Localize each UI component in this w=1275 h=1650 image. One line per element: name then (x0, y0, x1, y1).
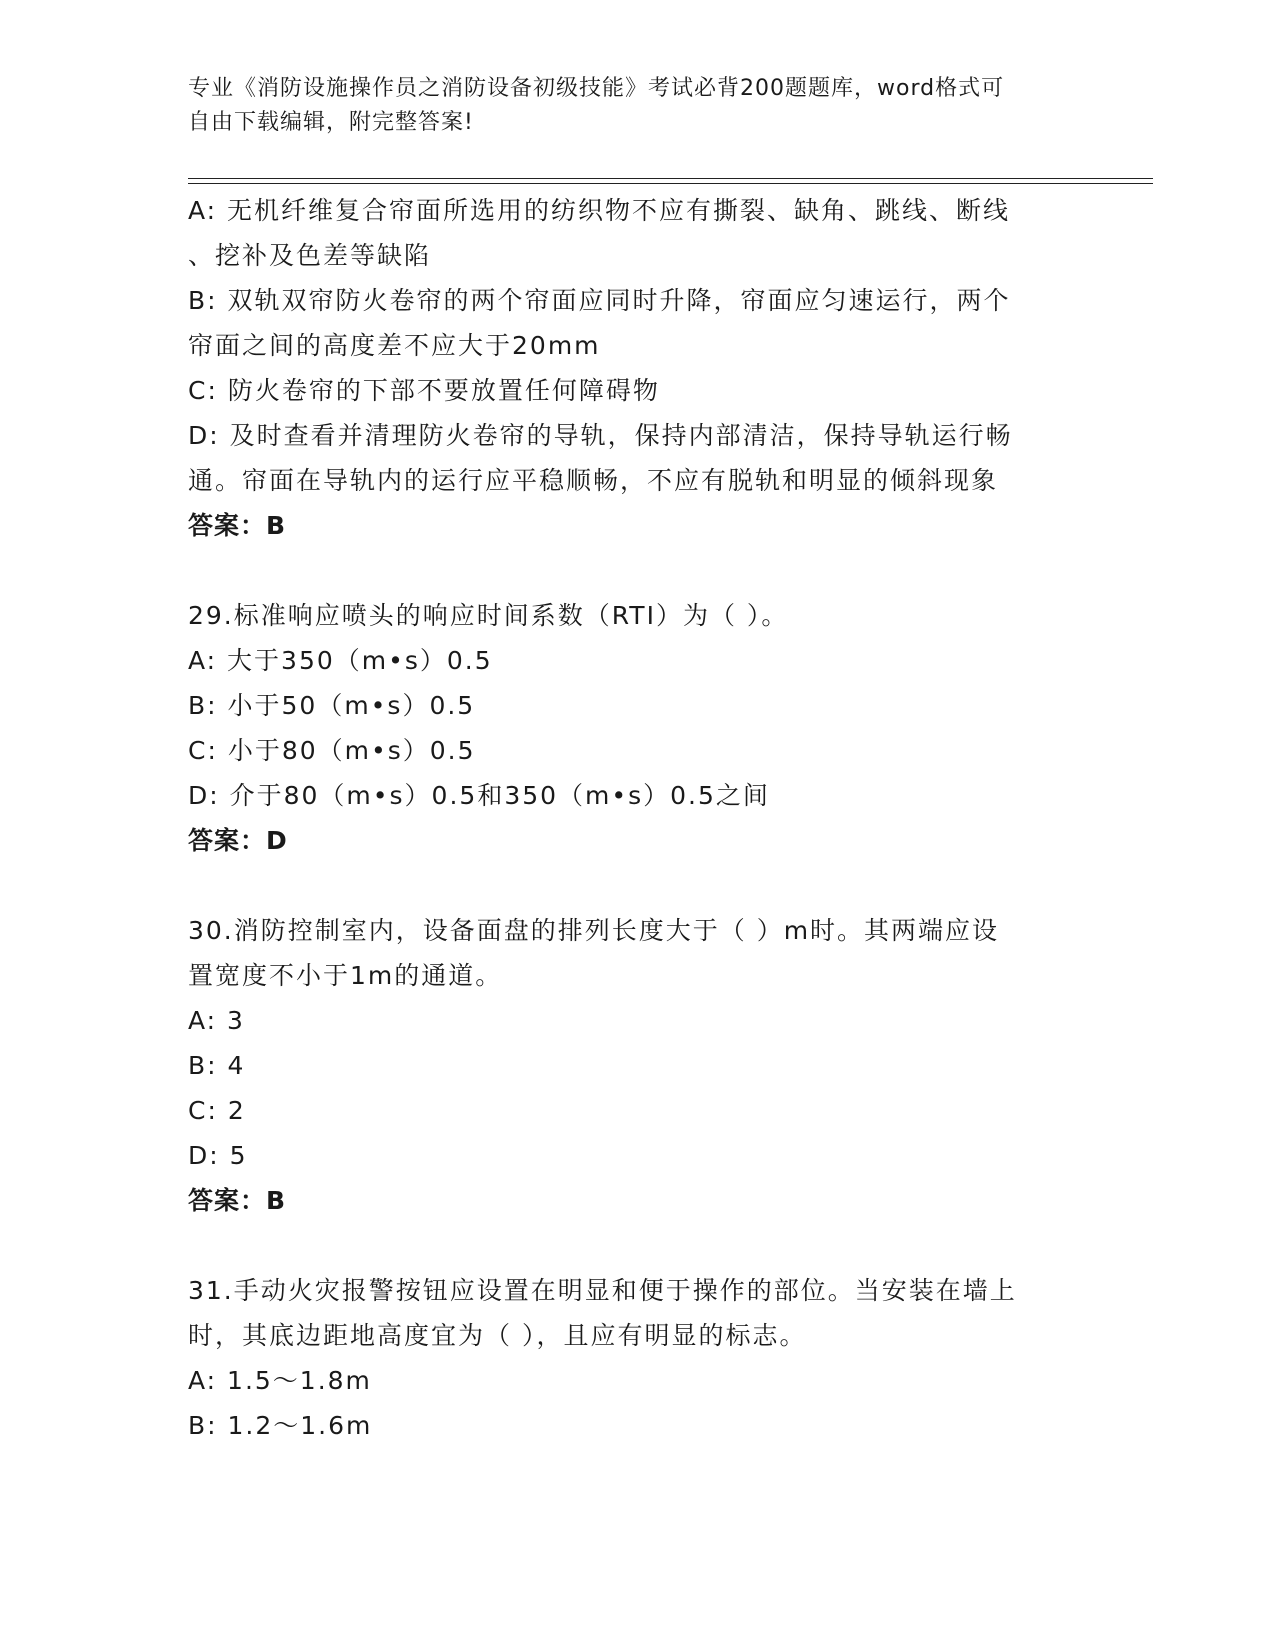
question-30 (188, 908, 1088, 1223)
header-title-line-2: 自由下载编辑，附完整答案! (188, 110, 474, 135)
option-d: D: 5 (188, 1141, 248, 1170)
question-29 (188, 593, 1088, 863)
option-a: A: 3 (188, 1006, 245, 1035)
spacer (188, 548, 1088, 593)
answer-label: 答案：B (188, 511, 287, 540)
spacer (188, 863, 1088, 908)
question-text-line-2: 时，其底边距地高度宜为（ ），且应有明显的标志。 (188, 1321, 807, 1350)
option-c: C: 小于80（m•s）0.5 (188, 736, 476, 765)
option-d-line-1: D: 及时查看并清理防火卷帘的导轨，保持内部清洁，保持导轨运行畅 (188, 421, 1013, 450)
question-text-line-1: 31.手动火灾报警按钮应设置在明显和便于操作的部位。当安装在墙上 (188, 1276, 1017, 1305)
option-b-line-1: B: 双轨双帘防火卷帘的两个帘面应同时升降，帘面应匀速运行，两个 (188, 286, 1011, 315)
question-28-continued (188, 188, 1088, 548)
option-a: A: 1.5～1.8m (188, 1366, 372, 1395)
answer-label: 答案：B (188, 1186, 287, 1215)
header-title-line-1: 专业《消防设施操作员之消防设备初级技能》考试必背200题题库，word格式可 (188, 76, 1005, 101)
question-text: 29.标准响应喷头的响应时间系数（RTI）为（ ）。 (188, 601, 789, 630)
option-a-line-1: A: 无机纤维复合帘面所选用的纺织物不应有撕裂、缺角、跳线、断线 (188, 196, 1011, 225)
option-c: C: 2 (188, 1096, 246, 1125)
question-text-line-1: 30.消防控制室内，设备面盘的排列长度大于（ ）m时。其两端应设 (188, 916, 1000, 945)
option-b: B: 4 (188, 1051, 246, 1080)
document-header (188, 72, 1068, 140)
question-31 (188, 1268, 1088, 1448)
option-d: D: 介于80（m•s）0.5和350（m•s）0.5之间 (188, 781, 770, 810)
spacer (188, 1223, 1088, 1268)
answer-label: 答案：D (188, 826, 288, 855)
option-c: C: 防火卷帘的下部不要放置任何障碍物 (188, 376, 660, 405)
option-d-line-2: 通。帘面在导轨内的运行应平稳顺畅，不应有脱轨和明显的倾斜现象 (188, 466, 999, 495)
header-divider-top (188, 178, 1153, 179)
option-b: B: 小于50（m•s）0.5 (188, 691, 476, 720)
option-b: B: 1.2～1.6m (188, 1411, 373, 1440)
option-a-line-2: 、挖补及色差等缺陷 (188, 241, 432, 270)
header-divider-bottom (188, 183, 1153, 184)
question-list (188, 188, 1088, 1448)
option-a: A: 大于350（m•s）0.5 (188, 646, 493, 675)
option-b-line-2: 帘面之间的高度差不应大于20mm (188, 331, 601, 360)
question-text-line-2: 置宽度不小于1m的通道。 (188, 961, 503, 990)
